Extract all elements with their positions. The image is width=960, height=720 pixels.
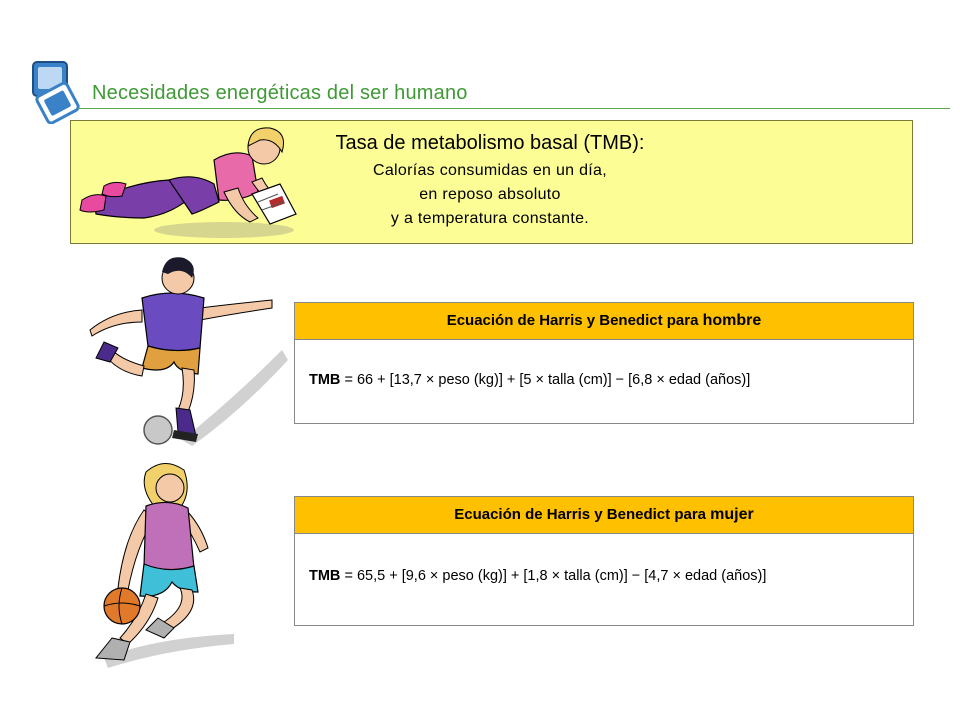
women-header-word: mujer bbox=[710, 506, 754, 523]
women-formula bbox=[295, 568, 913, 584]
tmb-line-2: en reposo absoluto bbox=[419, 186, 561, 203]
men-formula-tmb: TMB bbox=[309, 372, 341, 388]
title-divider bbox=[78, 108, 950, 109]
slide-title: Necesidades energéticas del ser humano bbox=[92, 82, 468, 104]
presentation-logo-icon bbox=[28, 58, 84, 124]
men-header-word: hombre bbox=[702, 312, 762, 329]
tmb-line-3: y a temperatura constante. bbox=[390, 210, 590, 227]
women-equation-header bbox=[295, 497, 913, 534]
men-formula bbox=[295, 372, 913, 388]
tmb-line-1: Calorías consumidas en un día, bbox=[372, 162, 607, 179]
reading-woman-illustration bbox=[74, 122, 300, 242]
women-header-prefix: Ecuación de Harris y Benedict para bbox=[454, 506, 711, 523]
women-formula-text: = 65,5 + [9,6 × peso (kg)] + [1,8 × talla (cm)] − [4,7 × edad (años)] bbox=[340, 568, 767, 584]
men-equation-header bbox=[295, 303, 913, 340]
men-header-prefix: Ecuación de Harris y Benedict para bbox=[446, 312, 703, 329]
women-formula-tmb: TMB bbox=[309, 568, 341, 584]
women-equation-table bbox=[294, 496, 914, 626]
men-equation-table bbox=[294, 302, 914, 424]
men-formula-text: = 66 + [13,7 × peso (kg)] + [5 × talla (cm)] − [6,8 × edad (años)] bbox=[340, 372, 751, 388]
soccer-player-illustration bbox=[82, 250, 292, 450]
basketball-player-illustration bbox=[84, 458, 284, 670]
tmb-title: Tasa de metabolismo basal (TMB): bbox=[335, 132, 645, 154]
